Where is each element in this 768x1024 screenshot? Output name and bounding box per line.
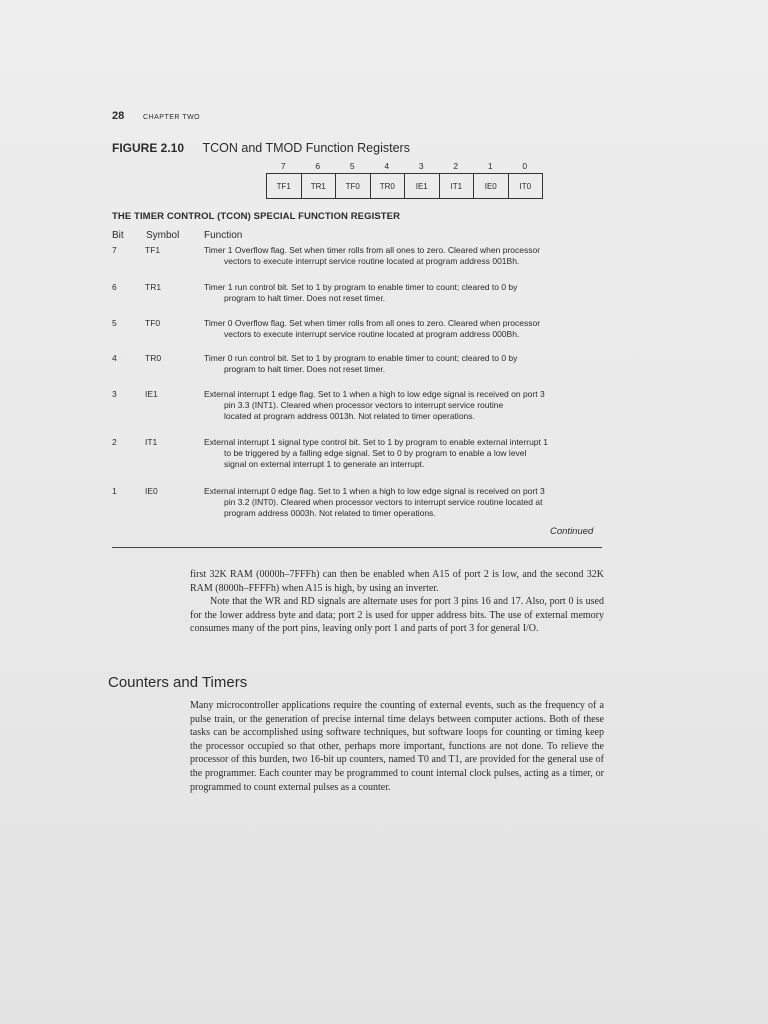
bit-number: 3	[418, 161, 424, 171]
bit-number: 2	[453, 161, 459, 171]
function-line: program to halt timer. Does not reset timer.	[224, 364, 386, 374]
function-line: located at program address 0013h. Not related to timer operations.	[224, 411, 475, 421]
paragraph: Many microcontroller applications require the counting of external events, such as the frequency of a pulse train, or the generation of precise internal time delays between computer actions. Both of these tasks can be accomplished using software techniques, but software loops for counting or timing keep the processor occupied so that other, perhaps more important, functions are not done. To relieve the processor of this burden, two 16-bit up counters, named T0 and T1, are provided for the general use of the programmer. Each counter may be programmed to count internal clock pulses, acting as a timer, or programmed to count external pulses as a counter.	[190, 700, 604, 793]
function-line: External interrupt 1 signal type control bit. Set to 1 by program to enable external interrupt 1	[204, 437, 548, 447]
row-symbol: TR1	[145, 282, 162, 292]
divider	[112, 547, 602, 548]
register-cell: IE0	[474, 174, 509, 199]
page-header	[112, 110, 200, 122]
row-function	[204, 437, 604, 470]
row-function	[204, 282, 604, 304]
row-function	[204, 318, 604, 340]
register-cell: TR1	[301, 174, 336, 199]
row-symbol: IE1	[145, 389, 158, 399]
figure-title: TCON and TMOD Function Registers	[202, 141, 410, 155]
function-line: vectors to execute interrupt service routine located at program address 001Bh.	[224, 256, 520, 266]
paragraph: Note that the WR and RD signals are alternate uses for port 3 pins 16 and 17. Also, port 0 is used for the lower address byte and data; port 2 is used for upper address bits. The use of external memory consumes many of the port pins, leaving only port 1 and parts of port 3 for general I/O.	[190, 596, 604, 635]
function-line: Timer 1 run control bit. Set to 1 by program to enable timer to count; cleared to 0 by	[204, 282, 518, 292]
row-function	[204, 353, 604, 375]
row-function	[204, 389, 604, 422]
row-bit: 1	[112, 486, 117, 496]
function-line: Timer 1 Overflow flag. Set when timer rolls from all ones to zero. Cleared when processor	[204, 245, 541, 255]
row-bit: 3	[112, 389, 117, 399]
row-symbol: TF1	[145, 245, 161, 255]
section-heading: Counters and Timers	[108, 674, 248, 691]
paragraph: first 32K RAM (0000h–7FFFh) can then be enabled when A15 of port 2 is low, and the second 32K RAM (8000h–FFFFh) when A15 is high, by using an inverter.	[190, 569, 604, 594]
column-header-symbol: Symbol	[146, 230, 180, 241]
function-line: program to halt timer. Does not reset timer.	[224, 293, 386, 303]
row-bit: 6	[112, 282, 117, 292]
body-text-top	[190, 568, 604, 636]
function-line: pin 3.2 (INT0). Cleared when processor vectors to interrupt service routine located at	[224, 497, 543, 507]
function-line: to be triggered by a falling edge signal. Set to 0 by program to enable a low level	[224, 448, 527, 458]
row-symbol: IT1	[145, 437, 158, 447]
figure-caption	[112, 139, 410, 157]
bit-number: 1	[487, 161, 493, 171]
row-bit: 5	[112, 318, 117, 328]
column-header-bit: Bit	[112, 230, 124, 241]
function-line: signal on external interrupt 1 to generate an interrupt.	[224, 459, 425, 469]
function-line: Timer 0 Overflow flag. Set when timer rolls from all ones to zero. Cleared when processor	[204, 318, 541, 328]
row-function	[204, 486, 604, 519]
chapter-title: CHAPTER TWO	[143, 114, 201, 121]
tcon-register-table	[266, 173, 543, 199]
body-text-bottom	[190, 699, 604, 794]
register-cell: IE1	[405, 174, 440, 199]
bit-number: 7	[280, 161, 286, 171]
register-cell: IT0	[508, 174, 543, 199]
figure-label: FIGURE 2.10	[112, 141, 185, 155]
register-cell: TF0	[336, 174, 371, 199]
function-line: vectors to execute interrupt service routine located at program address 000Bh.	[224, 329, 520, 339]
bit-number: 0	[522, 161, 528, 171]
function-line: program address 0003h. Not related to timer operations.	[224, 508, 436, 518]
section-title: THE TIMER CONTROL (TCON) SPECIAL FUNCTION REGISTER	[112, 211, 401, 222]
bit-number: 4	[384, 161, 390, 171]
row-bit: 7	[112, 245, 117, 255]
function-line: External interrupt 0 edge flag. Set to 1 when a high to low edge signal is received on port 3	[204, 486, 545, 496]
column-header-function: Function	[204, 230, 243, 241]
row-bit: 4	[112, 353, 117, 363]
row-symbol: IE0	[145, 486, 158, 496]
register-cell: TF1	[267, 174, 302, 199]
function-line: External interrupt 1 edge flag. Set to 1 when a high to low edge signal is received on port 3	[204, 389, 545, 399]
row-symbol: TR0	[145, 353, 162, 363]
register-cell: IT1	[439, 174, 474, 199]
register-cell: TR0	[370, 174, 405, 199]
function-line: Timer 0 run control bit. Set to 1 by program to enable timer to count; cleared to 0 by	[204, 353, 518, 363]
row-bit: 2	[112, 437, 117, 447]
bit-number: 6	[315, 161, 321, 171]
bit-number: 5	[349, 161, 355, 171]
function-line: pin 3.3 (INT1). Cleared when processor vectors to interrupt service routine	[224, 400, 504, 410]
row-symbol: TF0	[145, 318, 161, 328]
page-number: 28	[112, 110, 125, 122]
continued-note: Continued	[550, 526, 594, 537]
row-function	[204, 245, 604, 267]
